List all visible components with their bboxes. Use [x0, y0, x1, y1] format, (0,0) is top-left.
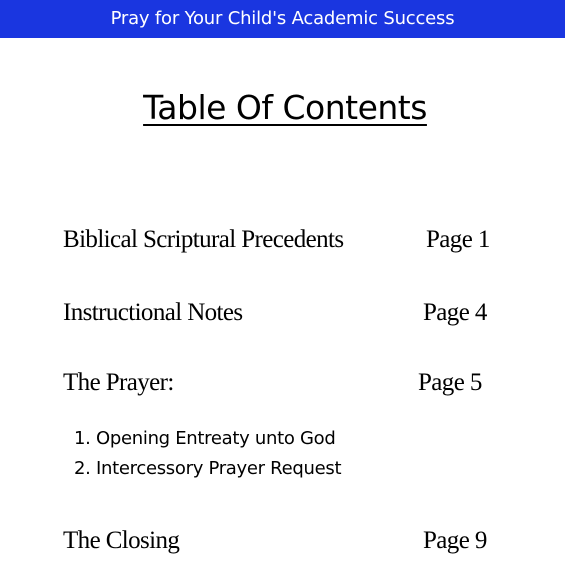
toc-title: Table Of Contents — [143, 88, 427, 127]
toc-entry-title-the-prayer[interactable]: The Prayer: — [63, 369, 174, 396]
prayer-subitems-list — [74, 428, 341, 488]
header-banner — [0, 0, 565, 38]
toc-entry-page-instructional-notes[interactable]: Page 4 — [423, 299, 487, 326]
toc-entry-page-the-prayer[interactable]: Page 5 — [418, 369, 482, 396]
toc-entry-page-scriptural-precedents[interactable]: Page 1 — [426, 226, 490, 253]
banner-text: Pray for Your Child's Academic Success — [110, 8, 455, 29]
toc-entry-title-the-closing[interactable]: The Closing — [63, 527, 180, 554]
list-item[interactable]: 2. Intercessory Prayer Request — [74, 458, 342, 479]
toc-entry-title-scriptural-precedents[interactable]: Biblical Scriptural Precedents — [63, 226, 344, 253]
toc-entry-page-the-closing[interactable]: Page 9 — [423, 527, 487, 554]
toc-entry-title-instructional-notes[interactable]: Instructional Notes — [63, 299, 243, 326]
list-item[interactable]: 1. Opening Entreaty unto God — [74, 428, 336, 449]
